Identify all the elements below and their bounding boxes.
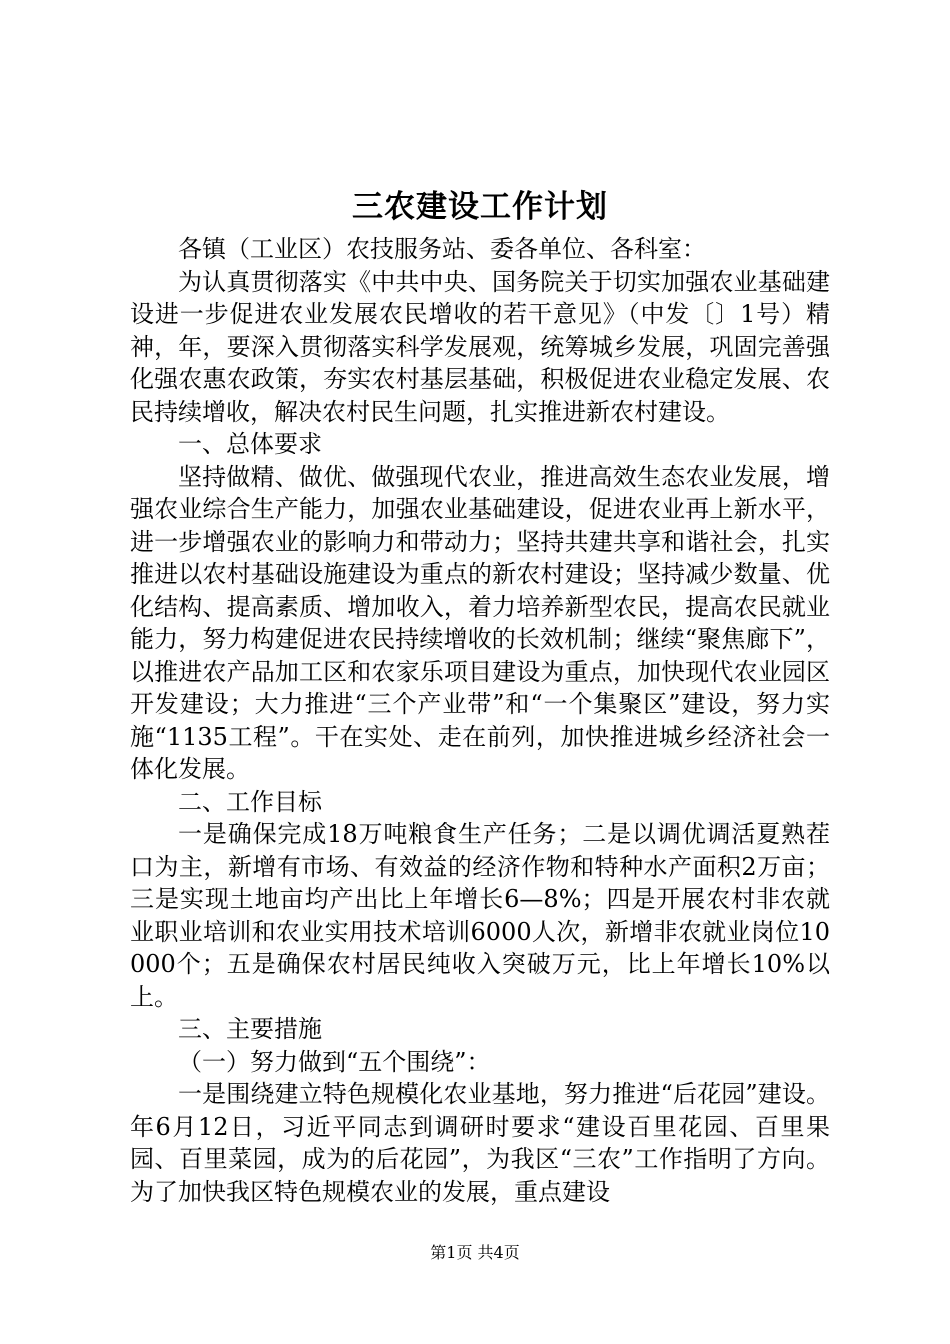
section-heading-work-goals: 二、工作目标 [178, 787, 322, 816]
subsection-body-five-focuses: 一是围绕建立特色规模化农业基地，努力推进“后花园”建设。年6月12日，习近平同志到调研时要求“建设百里花园、百里果园、百里菜园，成为的后花园”，为我区“三农”工作指明了方向。为了加快我区特色规模农业的发展，重点建设 [130, 1080, 830, 1206]
section-heading-general-requirements: 一、总体要求 [178, 430, 322, 458]
document-page [130, 183, 830, 1208]
document-title: 三农建设工作计划 [352, 189, 608, 225]
section-body-general-requirements: 坚持做精、做优、做强现代农业，推进高效生态农业发展，增强农业综合生产能力，加强农业基础建设，促进农业再上新水平，进一步增强农业的影响力和带动力；坚持共建共享和谐社会，扎实推进以农村基础设施建设为重点的新农村建设；坚持减少数量、优化结构、提高素质、增加收入，着力培养新型农民，提高农民就业能力，努力构建促进农民持续增收的长效机制；继续“聚焦廊下”，以推进农产品加工区和农家乐项目建设为重点，加快现代农业园区开发建设；大力推进“三个产业带”和“一个集聚区”建设，努力实施“1135工程”。干在实处、走在前列，加快推进城乡经济社会一体化发展。 [130, 462, 830, 783]
subsection-heading-five-focuses: （一）努力做到“五个围绕”： [178, 1047, 491, 1076]
intro-paragraph: 为认真贯彻落实《中共中央、国务院关于切实加强农业基础建设进一步促进农业发展农民增收的若干意见》（中发〔〕1号）精神，年，要深入贯彻落实科学发展观，统筹城乡发展，巩固完善强化强农惠农政策，夯实农村基层基础，积极促进农业稳定发展、农民持续增收，解决农村民生问题，扎实推进新农村建设。 [130, 267, 830, 426]
page-footer: 第1页 共4页 [430, 1243, 520, 1262]
section-body-work-goals: 一是确保完成18万吨粮食生产任务；二是以调优调活夏熟茬口为主，新增有市场、有效益的经济作物和特种水产面积2万亩；三是实现土地亩均产出比上年增长6—8%；四是开展农村非农就业职业培训和农业实用技术培训6000人次，新增非农就业岗位10000个；五是确保农村居民纯收入突破万元，比上年增长10%以上。 [130, 820, 830, 1011]
salutation: 各镇（工业区）农技服务站、委各单位、各科室： [178, 235, 706, 263]
section-heading-main-measures: 三、主要措施 [178, 1015, 322, 1043]
